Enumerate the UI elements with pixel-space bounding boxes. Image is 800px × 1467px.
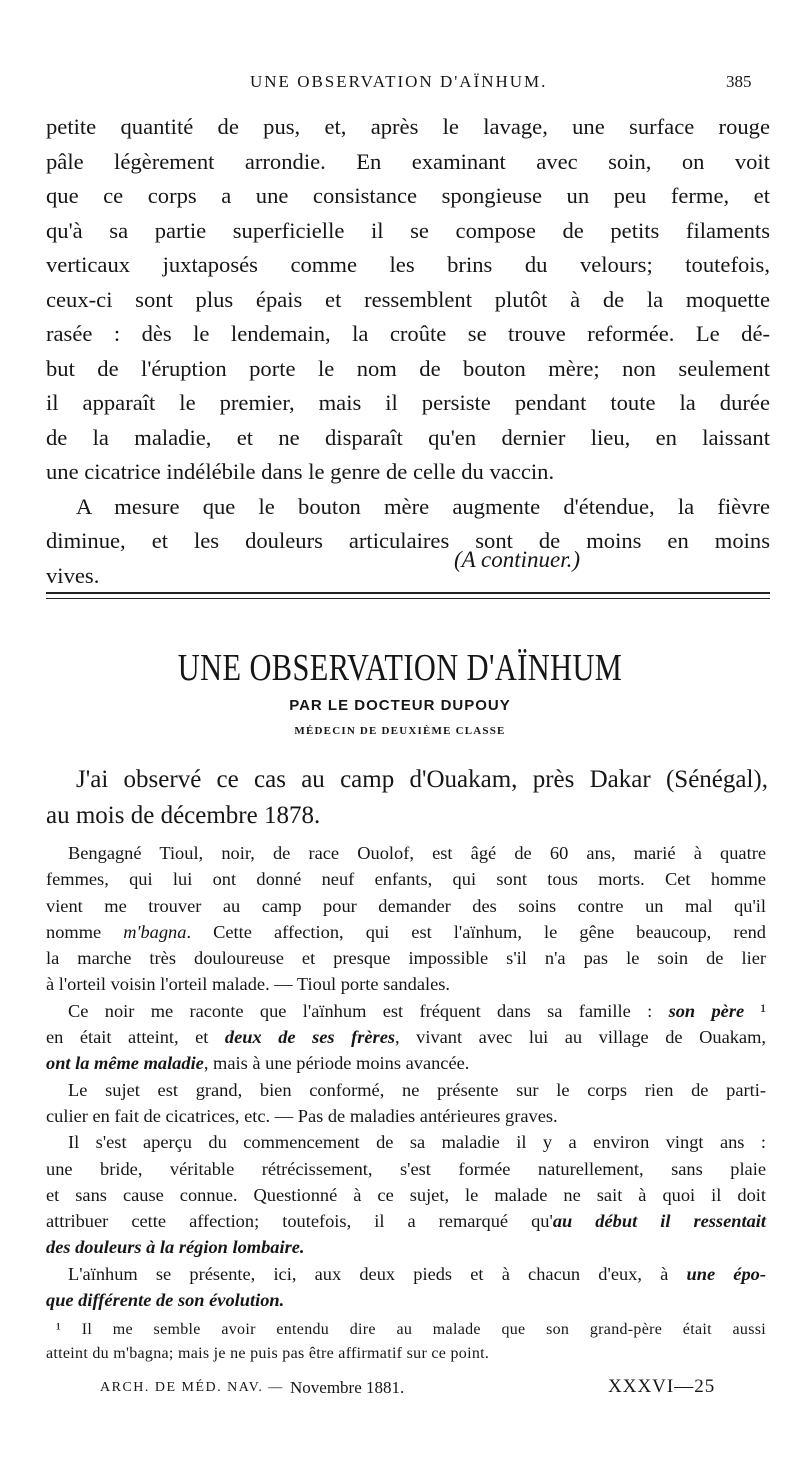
text-line: verticaux juxtaposés comme les brins du velours; toutefois, bbox=[46, 252, 770, 277]
text-line: pâle légèrement arrondie. En examinant avec soin, on voit bbox=[46, 148, 770, 174]
body-line: Bengagné Tioul, noir, de race Ouolof, est âgé de 60 ans, marié à quatre bbox=[68, 843, 766, 863]
emphasis-text: ont la même maladie bbox=[46, 1053, 204, 1074]
body-text: en était atteint, et bbox=[46, 1027, 225, 1048]
body-line: Il s'est aperçu du commencement de sa maladie il y a environ vingt ans : bbox=[68, 1132, 766, 1153]
text-line: A mesure que le bouton mère augmente d'étendue, la fièvre bbox=[76, 493, 770, 519]
intro-line: au mois de décembre 1878. bbox=[46, 802, 321, 829]
continued-text bbox=[46, 110, 770, 593]
footnote-line: ¹ Il me semble avoir entendu dire au malade que son grand-père était aussi bbox=[56, 1321, 766, 1338]
footnote bbox=[46, 1318, 766, 1366]
emphasis-text: au début il ressentait bbox=[552, 1211, 767, 1232]
text-line: ceux-ci sont plus épais et ressemblent plutôt à de la moquette bbox=[46, 286, 770, 312]
body-line: Le sujet est grand, bien conformé, ne présente sur le corps rien de parti- bbox=[68, 1079, 766, 1100]
italic-term: m'bagna bbox=[123, 921, 187, 942]
article-intro bbox=[46, 762, 768, 834]
sheet-number: XXXVI—25 bbox=[608, 1376, 716, 1397]
body-line bbox=[46, 1208, 766, 1234]
text-line: une cicatrice indélébile dans le genre de celle du vaccin. bbox=[46, 459, 555, 484]
text-line: diminue, et les douleurs articulaires sont de moins en moins bbox=[46, 528, 770, 553]
body-line: vient me trouver au camp pour demander des soins contre un mal qu'il bbox=[46, 895, 766, 916]
running-title: UNE OBSERVATION D'AÏNHUM. bbox=[250, 72, 548, 91]
section-divider-thin bbox=[46, 598, 770, 599]
body-line bbox=[46, 998, 766, 1024]
body-text: , mais à une période moins avancée. bbox=[203, 1053, 470, 1074]
body-line bbox=[46, 1261, 766, 1287]
author-rank: MÉDECIN DE DEUXIÈME CLASSE bbox=[294, 725, 506, 737]
body-text: attribuer cette affection; toutefois, il a remarqué qu' bbox=[46, 1211, 553, 1232]
text-line: qu'à sa partie superficielle il se compose de petits filaments bbox=[46, 217, 770, 243]
body-text: Ce noir me raconte que l'aïnhum est fréquent dans sa famille : bbox=[68, 1000, 669, 1021]
page-number: 385 bbox=[726, 72, 752, 91]
to-be-continued: (A continuer.) bbox=[454, 547, 581, 572]
section-divider bbox=[46, 592, 770, 594]
body-text: nomme bbox=[46, 921, 124, 942]
article-byline: PAR LE DOCTEUR DUPOUY bbox=[289, 697, 511, 714]
body-line bbox=[46, 1024, 766, 1050]
body-line: la marche très douloureuse et presque impossible s'il n'a pas le soin de lier bbox=[46, 948, 766, 969]
text-line: rasée : dès le lendemain, la croûte se trouve reformée. Le dé- bbox=[46, 321, 770, 346]
issue-date: Novembre 1881. bbox=[290, 1378, 405, 1397]
text-line: que ce corps a une consistance spongieuse un peu ferme, et bbox=[46, 183, 770, 208]
text-line: petite quantité de pus, et, après le lavage, une surface rouge bbox=[46, 114, 770, 139]
body-line: femmes, qui lui ont donné neuf enfants, qui sont tous morts. Cet homme bbox=[46, 869, 766, 890]
article-body bbox=[46, 840, 766, 1313]
emphasis-text: son père bbox=[668, 1000, 745, 1021]
body-line: une bride, véritable rétrécissement, s'est formée naturellement, sans plaie bbox=[46, 1158, 766, 1179]
article-title: UNE OBSERVATION D'AÏNHUM bbox=[177, 647, 623, 689]
body-line: et sans cause connue. Questionné à ce sujet, le malade ne sait à quoi il doit bbox=[46, 1184, 766, 1205]
text-line: vives. bbox=[46, 562, 100, 588]
body-line bbox=[46, 1050, 766, 1076]
journal-signature: ARCH. DE MÉD. NAV. — bbox=[100, 1380, 284, 1395]
body-line bbox=[46, 919, 766, 945]
text-line: de la maladie, et ne disparaît qu'en dernier lieu, en laissant bbox=[46, 424, 770, 450]
emphasis-text: une épo- bbox=[686, 1263, 766, 1284]
body-text: , vivant avec lui au village de Ouakam, bbox=[395, 1027, 766, 1048]
emphasis-text: deux de ses frères bbox=[224, 1027, 396, 1048]
body-line: des douleurs à la région lombaire. bbox=[46, 1237, 305, 1258]
text-line: but de l'éruption porte le nom de bouton mère; non seulement bbox=[46, 355, 770, 381]
text-line: il apparaît le premier, mais il persiste pendant toute la durée bbox=[46, 390, 770, 415]
body-line: à l'orteil voisin l'orteil malade. — Tioul porte sandales. bbox=[46, 974, 451, 995]
intro-line: J'ai observé ce cas au camp d'Ouakam, près Dakar (Sénégal), bbox=[76, 766, 768, 793]
footnote-line: atteint du m'bagna; mais je ne puis pas être affirmatif sur ce point. bbox=[46, 1345, 490, 1362]
footnote-marker: ¹ bbox=[744, 1000, 766, 1021]
body-text: . Cette affection, qui est l'aïnhum, le gêne beaucoup, rend bbox=[186, 921, 766, 942]
body-line: culier en fait de cicatrices, etc. — Pas de maladies antérieures graves. bbox=[46, 1105, 558, 1126]
body-line: que différente de son évolution. bbox=[46, 1290, 285, 1311]
body-text: L'aïnhum se présente, ici, aux deux pieds et à chacun d'eux, à bbox=[68, 1263, 687, 1284]
